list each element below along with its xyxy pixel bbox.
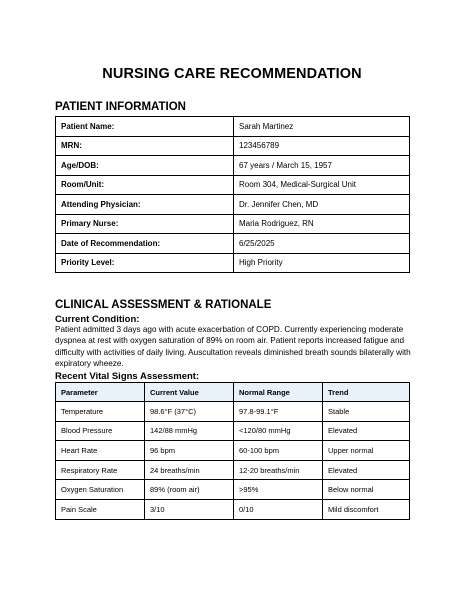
table-cell: Below normal	[323, 480, 410, 500]
table-row	[56, 117, 410, 137]
table-row	[56, 136, 410, 156]
info-label: Room/Unit:	[56, 175, 234, 195]
table-cell: Elevated	[323, 421, 410, 441]
table-cell: Heart Rate	[56, 441, 145, 461]
patient-info-heading: PATIENT INFORMATION	[55, 101, 186, 113]
info-value: Sarah Martinez	[234, 117, 410, 137]
vital-signs-heading: Recent Vital Signs Assessment:	[55, 371, 200, 382]
info-label: Primary Nurse:	[56, 214, 234, 234]
table-cell: Temperature	[56, 402, 145, 422]
current-condition-heading: Current Condition:	[55, 314, 140, 325]
table-cell: 12-20 breaths/min	[234, 460, 323, 480]
info-label: Attending Physician:	[56, 195, 234, 215]
table-cell: <120/80 mmHg	[234, 421, 323, 441]
table-cell: 96 bpm	[145, 441, 234, 461]
table-row	[56, 499, 410, 519]
table-row	[56, 421, 410, 441]
table-row	[56, 253, 410, 273]
table-row	[56, 156, 410, 176]
table-cell: Mild discomfort	[323, 499, 410, 519]
info-label: MRN:	[56, 136, 234, 156]
table-header-row	[56, 383, 410, 402]
table-row	[56, 402, 410, 422]
table-cell: 60-100 bpm	[234, 441, 323, 461]
table-cell: Upper normal	[323, 441, 410, 461]
table-cell: Elevated	[323, 460, 410, 480]
info-label: Age/DOB:	[56, 156, 234, 176]
table-cell: 97.8-99.1°F	[234, 402, 323, 422]
info-value: Dr. Jennifer Chen, MD	[234, 195, 410, 215]
info-label: Priority Level:	[56, 253, 234, 273]
info-label: Date of Recommendation:	[56, 234, 234, 254]
column-header: Normal Range	[234, 383, 323, 402]
table-cell: 24 breaths/min	[145, 460, 234, 480]
info-value: 123456789	[234, 136, 410, 156]
document-title: NURSING CARE RECOMMENDATION	[102, 66, 362, 82]
table-row	[56, 480, 410, 500]
vital-signs-table	[55, 382, 410, 520]
table-cell: Oxygen Saturation	[56, 480, 145, 500]
info-value: Room 304, Medical-Surgical Unit	[234, 175, 410, 195]
table-cell: 0/10	[234, 499, 323, 519]
table-row	[56, 175, 410, 195]
column-header: Parameter	[56, 383, 145, 402]
table-row	[56, 195, 410, 215]
column-header: Trend	[323, 383, 410, 402]
info-label: Patient Name:	[56, 117, 234, 137]
info-value: 67 years / March 15, 1957	[234, 156, 410, 176]
table-cell: Pain Scale	[56, 499, 145, 519]
table-cell: 142/88 mmHg	[145, 421, 234, 441]
info-value: High Priority	[234, 253, 410, 273]
current-condition-text: Patient admitted 3 days ago with acute exacerbation of COPD. Currently experiencing moderate dyspnea at rest with oxygen saturation of 89% on room air. Patient reports increased fatigue and difficulty with activities of daily living. Auscultation reveals diminished breath sounds bilaterally with expiratory wheeze.	[55, 325, 411, 369]
table-cell: Respiratory Rate	[56, 460, 145, 480]
table-row	[56, 441, 410, 461]
table-row	[56, 234, 410, 254]
table-cell: 98.6°F (37°C)	[145, 402, 234, 422]
table-row	[56, 460, 410, 480]
patient-info-table	[55, 116, 410, 273]
info-value: Maria Rodriguez, RN	[234, 214, 410, 234]
info-value: 6/25/2025	[234, 234, 410, 254]
table-row	[56, 214, 410, 234]
column-header: Current Value	[145, 383, 234, 402]
table-cell: >95%	[234, 480, 323, 500]
clinical-assessment-heading: CLINICAL ASSESSMENT & RATIONALE	[55, 299, 272, 311]
table-cell: 3/10	[145, 499, 234, 519]
table-cell: 89% (room air)	[145, 480, 234, 500]
table-cell: Stable	[323, 402, 410, 422]
table-cell: Blood Pressure	[56, 421, 145, 441]
